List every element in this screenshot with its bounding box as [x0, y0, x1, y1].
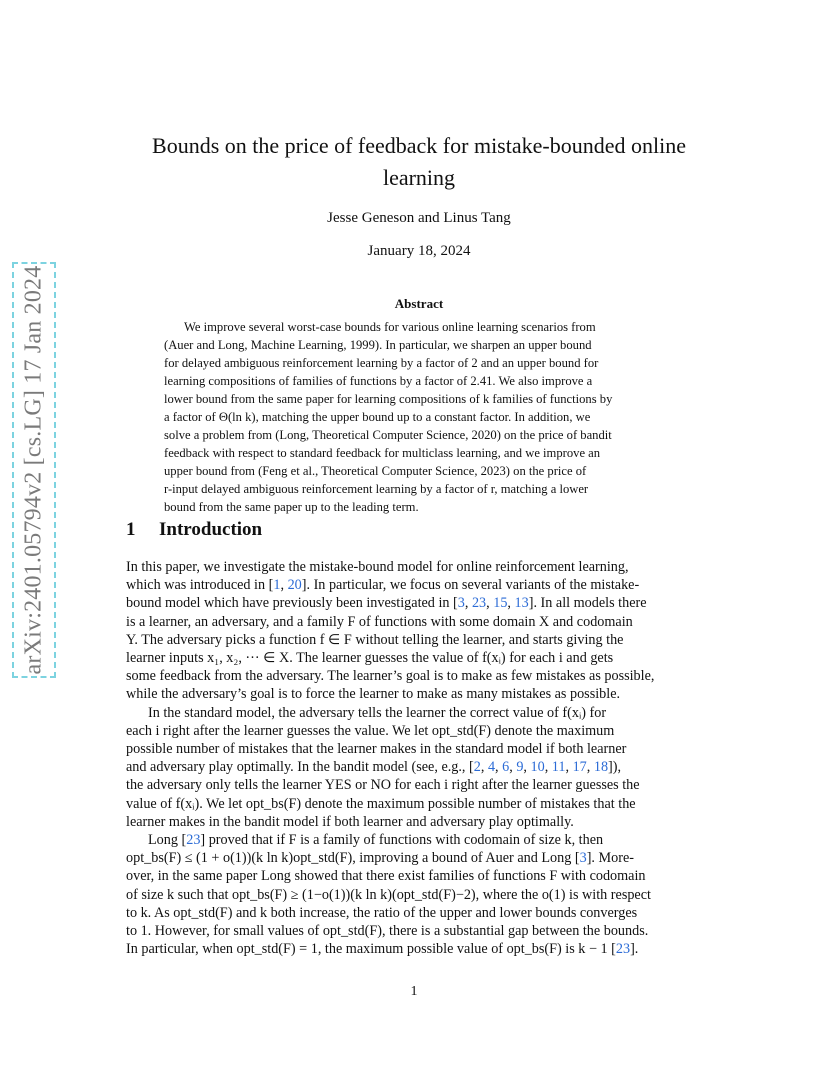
citation-link[interactable]: 13	[514, 595, 529, 612]
text-line: learning compositions of families of functions by a factor of 2.41. We also improve a	[164, 374, 593, 388]
text-line: while the adversary’s goal is to force the learner to make as many mistakes as possible.	[126, 686, 621, 703]
text-line: In particular, when opt_std(F) = 1, the maximum possible value of opt_bs(F) is k − 1 [23].	[126, 941, 639, 958]
citation-link[interactable]: 23	[471, 595, 487, 612]
text-line: Long [23] proved that if F is a family of functions with codomain of size k, then	[148, 832, 604, 849]
body-text	[126, 558, 712, 958]
text-line: bound from the same paper up to the leading term.	[164, 500, 419, 514]
text-line: In this paper, we investigate the mistake-bound model for online reinforcement learning,	[126, 559, 629, 575]
text-line: upper bound from (Feng et al., Theoretical Computer Science, 2023) on the price of	[164, 464, 587, 478]
title-line-2: learning	[382, 165, 456, 190]
text-line: r-input delayed ambiguous reinforcement learning by a factor of r, matching a lower	[164, 482, 589, 496]
text-line: (Auer and Long, Machine Learning, 1999). In particular, we sharpen an upper bound	[164, 338, 592, 352]
citation-link[interactable]: 2	[473, 759, 481, 776]
text-line: opt_bs(F) ≤ (1 + o(1))(k ln k)opt_std(F), improving a bound of Auer and Long [3]. More-	[126, 850, 634, 867]
citation-link[interactable]: 23	[186, 832, 201, 849]
citation-link[interactable]: 18	[593, 759, 609, 776]
text-line: is a learner, an adversary, and a family F of functions with some domain X and codomain	[126, 613, 633, 630]
text-line: of size k such that opt_bs(F) ≥ (1−o(1))(k ln k)(opt_std(F)−2), where the o(1) is with respect	[126, 886, 651, 903]
text-line: lower bound from the same paper for learning compositions of k families of functions by	[164, 392, 613, 406]
text-line: possible number of mistakes that the learner makes in the standard model if both learner	[126, 741, 627, 758]
arxiv-stamp-box[interactable]	[12, 262, 56, 678]
text-line: feedback with respect to standard feedback for multiclass learning, and we improve an	[164, 446, 601, 460]
text-line: over, in the same paper Long showed that there exist families of functions F with codomain	[126, 868, 646, 885]
text-line: learner inputs x₁, x₂, ··· ∈ X. The learner guesses the value of f(xᵢ) for each i and gets	[126, 650, 614, 667]
text-line: each i right after the learner guesses the value. We let opt_std(F) denote the maximum	[126, 722, 615, 739]
citation-link[interactable]: 11	[551, 759, 566, 776]
text-line: solve a problem from (Long, Theoretical Computer Science, 2020) on the price of bandit	[164, 428, 612, 442]
text-line: to 1. However, for small values of opt_std(F), there is a substantial gap between the bounds.	[126, 923, 649, 940]
citation-link[interactable]: 10	[530, 759, 545, 776]
paragraph-3	[126, 831, 712, 958]
text-line: and adversary play optimally. In the bandit model (see, e.g., [2, 4, 6, 9, 10, 11, 17, 18]),	[126, 759, 622, 776]
citation-link[interactable]: 9	[516, 759, 524, 776]
citation-link[interactable]: 3	[579, 850, 587, 867]
text-line: value of f(xᵢ). We let opt_bs(F) denote the maximum possible number of mistakes that the	[126, 795, 636, 812]
text-line: some feedback from the adversary. The learner’s goal is to make as few mistakes as possible,	[126, 668, 655, 685]
text-line: bound model which have previously been investigated in [3, 23, 15, 13]. In all models there	[126, 595, 647, 612]
citation-link[interactable]: 1	[273, 577, 281, 594]
abstract-body	[164, 318, 676, 516]
text-line: We improve several worst-case bounds for various online learning scenarios from	[184, 320, 596, 334]
date: January 18, 2024	[367, 243, 471, 259]
text-line: the adversary only tells the learner YES or NO for each i right after the learner guesses the	[126, 777, 640, 794]
section-number: 1	[126, 519, 136, 540]
section-title: Introduction	[159, 519, 263, 540]
paper-title	[126, 130, 712, 194]
text-line: to k. As opt_std(F) and k both increase, the ratio of the upper and lower bounds converges	[126, 904, 638, 921]
citation-link[interactable]: 3	[457, 595, 465, 612]
citation-link[interactable]: 23	[615, 941, 631, 958]
text-line: In the standard model, the adversary tells the learner the correct value of f(xᵢ) for	[148, 704, 607, 721]
text-line: for delayed ambiguous reinforcement learning by a factor of 2 and an upper bound for	[164, 356, 599, 370]
paragraph-1	[126, 558, 712, 704]
citation-link[interactable]: 15	[493, 595, 508, 612]
page-number: 1	[410, 984, 418, 999]
text-line: learner makes in the bandit model if both learner and adversary play optimally.	[126, 813, 574, 830]
text-line: Y. The adversary picks a function f ∈ F without telling the learner, and starts giving the	[126, 631, 624, 648]
arxiv-stamp[interactable]: arXiv:2401.05794v2 [cs.LG] 17 Jan 2024	[20, 265, 47, 675]
citation-link[interactable]: 4	[487, 759, 496, 776]
paragraph-2	[126, 704, 712, 831]
authors: Jesse Geneson and Linus Tang	[327, 210, 511, 226]
text-line: a factor of Θ(ln k), matching the upper bound up to a constant factor. In addition, we	[164, 410, 591, 424]
title-line-1: Bounds on the price of feedback for mistake-bounded online	[152, 133, 686, 158]
text-line: which was introduced in [1, 20]. In particular, we focus on several variants of the mistake-	[126, 577, 640, 594]
citation-link[interactable]: 20	[287, 577, 302, 594]
abstract-heading: Abstract	[394, 296, 444, 311]
section-heading	[126, 519, 262, 541]
citation-link[interactable]: 6	[502, 759, 510, 776]
citation-link[interactable]: 17	[572, 759, 587, 776]
